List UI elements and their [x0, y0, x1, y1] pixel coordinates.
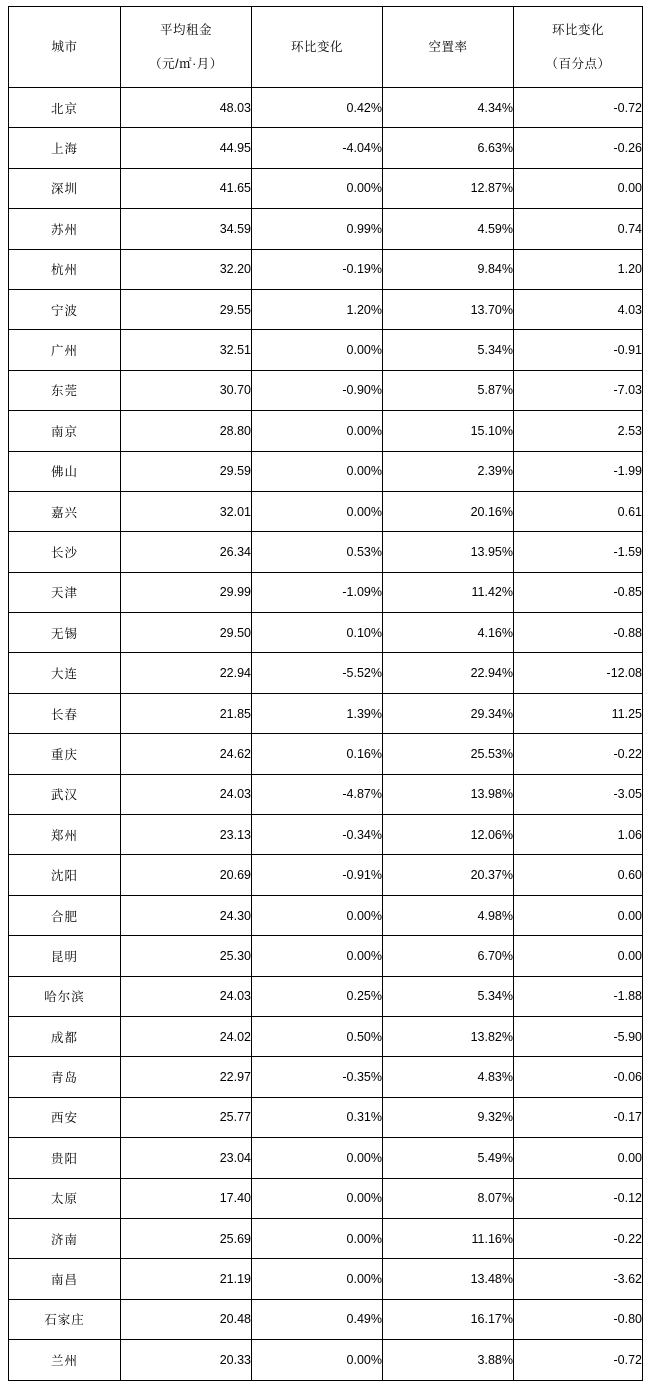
- cell-average-rent: 21.85: [121, 693, 252, 733]
- cell-vacancy-rate: 20.37%: [383, 855, 514, 895]
- cell-average-rent: 29.50: [121, 613, 252, 653]
- cell-rent-change: 0.49%: [252, 1299, 383, 1339]
- cell-rent-change: 1.20%: [252, 289, 383, 329]
- cell-average-rent: 22.94: [121, 653, 252, 693]
- cell-city: 重庆: [9, 734, 121, 774]
- cell-average-rent: 32.51: [121, 330, 252, 370]
- cell-vacancy-rate: 25.53%: [383, 734, 514, 774]
- cell-rent-change: 0.00%: [252, 895, 383, 935]
- cell-vacancy-change: 2.53: [514, 411, 643, 451]
- cell-vacancy-rate: 13.95%: [383, 532, 514, 572]
- cell-city: 郑州: [9, 815, 121, 855]
- cell-rent-change: 0.00%: [252, 168, 383, 208]
- cell-vacancy-change: 0.00: [514, 168, 643, 208]
- cell-average-rent: 24.03: [121, 774, 252, 814]
- cell-rent-change: -0.34%: [252, 815, 383, 855]
- cell-rent-change: -0.91%: [252, 855, 383, 895]
- cell-vacancy-change: -1.59: [514, 532, 643, 572]
- cell-vacancy-change: -12.08: [514, 653, 643, 693]
- cell-rent-change: 0.00%: [252, 1138, 383, 1178]
- cell-vacancy-change: 1.06: [514, 815, 643, 855]
- cell-rent-change: 0.25%: [252, 976, 383, 1016]
- table-row: [9, 330, 643, 370]
- cell-city: 南昌: [9, 1259, 121, 1299]
- cell-vacancy-change: -0.22: [514, 734, 643, 774]
- cell-vacancy-change: -0.26: [514, 128, 643, 168]
- cell-vacancy-rate: 12.87%: [383, 168, 514, 208]
- column-header-average-rent-label: 平均租金: [159, 23, 212, 37]
- cell-vacancy-rate: 11.42%: [383, 572, 514, 612]
- table-row: [9, 1299, 643, 1339]
- cell-average-rent: 23.13: [121, 815, 252, 855]
- cell-city: 广州: [9, 330, 121, 370]
- cell-vacancy-change: -0.85: [514, 572, 643, 612]
- cell-rent-change: 0.00%: [252, 1178, 383, 1218]
- cell-average-rent: 25.30: [121, 936, 252, 976]
- column-header-vacancy-rate: [383, 7, 514, 88]
- table-row: [9, 653, 643, 693]
- cell-vacancy-change: 0.00: [514, 895, 643, 935]
- table-row: [9, 976, 643, 1016]
- cell-city: 合肥: [9, 895, 121, 935]
- cell-city: 深圳: [9, 168, 121, 208]
- cell-vacancy-change: -3.62: [514, 1259, 643, 1299]
- cell-rent-change: -4.04%: [252, 128, 383, 168]
- table-row: [9, 451, 643, 491]
- cell-vacancy-rate: 2.39%: [383, 451, 514, 491]
- cell-average-rent: 23.04: [121, 1138, 252, 1178]
- column-header-average-rent-unit: （元/㎡·月）: [149, 57, 223, 71]
- table-row: [9, 1097, 643, 1137]
- table-row: [9, 209, 643, 249]
- table-header: [9, 7, 643, 88]
- cell-rent-change: -0.35%: [252, 1057, 383, 1097]
- cell-city: 上海: [9, 128, 121, 168]
- table-row: [9, 1138, 643, 1178]
- cell-vacancy-rate: 3.88%: [383, 1340, 514, 1380]
- cell-vacancy-change: -1.99: [514, 451, 643, 491]
- cell-city: 宁波: [9, 289, 121, 329]
- cell-vacancy-change: -7.03: [514, 370, 643, 410]
- cell-average-rent: 22.97: [121, 1057, 252, 1097]
- cell-rent-change: 0.00%: [252, 1259, 383, 1299]
- column-header-rent-change-label: 环比变化: [290, 40, 343, 54]
- cell-rent-change: 1.39%: [252, 693, 383, 733]
- cell-vacancy-rate: 16.17%: [383, 1299, 514, 1339]
- table-row: [9, 613, 643, 653]
- cell-average-rent: 32.20: [121, 249, 252, 289]
- table-row: [9, 491, 643, 531]
- table-row: [9, 1016, 643, 1056]
- cell-vacancy-rate: 22.94%: [383, 653, 514, 693]
- table-row: [9, 289, 643, 329]
- cell-average-rent: 26.34: [121, 532, 252, 572]
- cell-vacancy-rate: 20.16%: [383, 491, 514, 531]
- cell-rent-change: -0.19%: [252, 249, 383, 289]
- cell-average-rent: 28.80: [121, 411, 252, 451]
- cell-vacancy-change: 0.00: [514, 936, 643, 976]
- table-row: [9, 1340, 643, 1380]
- cell-city: 北京: [9, 88, 121, 128]
- cell-rent-change: 0.00%: [252, 936, 383, 976]
- cell-average-rent: 41.65: [121, 168, 252, 208]
- cell-rent-change: 0.50%: [252, 1016, 383, 1056]
- cell-average-rent: 24.03: [121, 976, 252, 1016]
- table-row: [9, 1259, 643, 1299]
- cell-city: 西安: [9, 1097, 121, 1137]
- column-header-vacancy-change-unit: （百分点）: [545, 57, 611, 71]
- cell-vacancy-rate: 11.16%: [383, 1218, 514, 1258]
- table-row: [9, 693, 643, 733]
- cell-vacancy-rate: 13.70%: [383, 289, 514, 329]
- table-row: [9, 895, 643, 935]
- cell-rent-change: 0.00%: [252, 411, 383, 451]
- column-header-vacancy-change-label: 环比变化: [551, 23, 604, 37]
- cell-vacancy-rate: 4.16%: [383, 613, 514, 653]
- table-row: [9, 370, 643, 410]
- table-body: [9, 88, 643, 1381]
- cell-vacancy-change: 1.20: [514, 249, 643, 289]
- cell-city: 贵阳: [9, 1138, 121, 1178]
- cell-rent-change: 0.31%: [252, 1097, 383, 1137]
- cell-rent-change: 0.00%: [252, 491, 383, 531]
- cell-average-rent: 24.30: [121, 895, 252, 935]
- cell-city: 杭州: [9, 249, 121, 289]
- table-row: [9, 815, 643, 855]
- cell-rent-change: 0.00%: [252, 1218, 383, 1258]
- cell-average-rent: 44.95: [121, 128, 252, 168]
- cell-average-rent: 30.70: [121, 370, 252, 410]
- cell-vacancy-rate: 5.34%: [383, 330, 514, 370]
- cell-rent-change: -4.87%: [252, 774, 383, 814]
- cell-vacancy-change: -0.17: [514, 1097, 643, 1137]
- column-header-vacancy-rate-label: 空置率: [428, 40, 468, 54]
- cell-vacancy-rate: 13.82%: [383, 1016, 514, 1056]
- table-row: [9, 249, 643, 289]
- table-row: [9, 168, 643, 208]
- cell-city: 南京: [9, 411, 121, 451]
- cell-vacancy-rate: 5.87%: [383, 370, 514, 410]
- cell-rent-change: -0.90%: [252, 370, 383, 410]
- cell-vacancy-change: -0.12: [514, 1178, 643, 1218]
- cell-city: 东莞: [9, 370, 121, 410]
- cell-city: 沈阳: [9, 855, 121, 895]
- cell-vacancy-rate: 13.98%: [383, 774, 514, 814]
- cell-vacancy-rate: 13.48%: [383, 1259, 514, 1299]
- table-row: [9, 936, 643, 976]
- cell-vacancy-rate: 4.34%: [383, 88, 514, 128]
- cell-average-rent: 29.59: [121, 451, 252, 491]
- table-row: [9, 774, 643, 814]
- cell-rent-change: -5.52%: [252, 653, 383, 693]
- cell-city: 无锡: [9, 613, 121, 653]
- cell-city: 济南: [9, 1218, 121, 1258]
- cell-vacancy-change: -0.06: [514, 1057, 643, 1097]
- cell-average-rent: 24.02: [121, 1016, 252, 1056]
- cell-vacancy-change: 0.74: [514, 209, 643, 249]
- cell-vacancy-change: -0.88: [514, 613, 643, 653]
- cell-vacancy-rate: 4.98%: [383, 895, 514, 935]
- cell-vacancy-change: -0.22: [514, 1218, 643, 1258]
- table-row: [9, 1178, 643, 1218]
- cell-city: 大连: [9, 653, 121, 693]
- table-row: [9, 532, 643, 572]
- column-header-vacancy-change: [514, 7, 643, 88]
- cell-average-rent: 17.40: [121, 1178, 252, 1218]
- cell-city: 佛山: [9, 451, 121, 491]
- cell-city: 长沙: [9, 532, 121, 572]
- cell-city: 苏州: [9, 209, 121, 249]
- cell-city: 长春: [9, 693, 121, 733]
- cell-city: 武汉: [9, 774, 121, 814]
- column-header-city: [9, 7, 121, 88]
- cell-vacancy-change: -5.90: [514, 1016, 643, 1056]
- cell-average-rent: 20.48: [121, 1299, 252, 1339]
- cell-vacancy-rate: 5.34%: [383, 976, 514, 1016]
- cell-vacancy-rate: 9.32%: [383, 1097, 514, 1137]
- cell-vacancy-rate: 6.63%: [383, 128, 514, 168]
- cell-city: 天津: [9, 572, 121, 612]
- cell-rent-change: 0.53%: [252, 532, 383, 572]
- cell-rent-change: 0.00%: [252, 451, 383, 491]
- column-header-city-label: 城市: [51, 40, 78, 54]
- cell-city: 嘉兴: [9, 491, 121, 531]
- cell-rent-change: 0.16%: [252, 734, 383, 774]
- cell-rent-change: 0.99%: [252, 209, 383, 249]
- cell-vacancy-change: -0.80: [514, 1299, 643, 1339]
- cell-vacancy-rate: 6.70%: [383, 936, 514, 976]
- table-row: [9, 1218, 643, 1258]
- cell-vacancy-rate: 12.06%: [383, 815, 514, 855]
- cell-vacancy-change: -0.72: [514, 1340, 643, 1380]
- cell-average-rent: 29.55: [121, 289, 252, 329]
- cell-average-rent: 21.19: [121, 1259, 252, 1299]
- city-rent-vacancy-table: [8, 6, 643, 1381]
- cell-city: 青岛: [9, 1057, 121, 1097]
- cell-rent-change: -1.09%: [252, 572, 383, 612]
- table-row: [9, 734, 643, 774]
- cell-vacancy-change: -0.72: [514, 88, 643, 128]
- cell-rent-change: 0.00%: [252, 330, 383, 370]
- cell-city: 石家庄: [9, 1299, 121, 1339]
- table-row: [9, 88, 643, 128]
- cell-vacancy-rate: 29.34%: [383, 693, 514, 733]
- cell-vacancy-change: -1.88: [514, 976, 643, 1016]
- table-row: [9, 572, 643, 612]
- cell-vacancy-rate: 4.83%: [383, 1057, 514, 1097]
- cell-vacancy-rate: 9.84%: [383, 249, 514, 289]
- cell-vacancy-change: -3.05: [514, 774, 643, 814]
- cell-average-rent: 20.69: [121, 855, 252, 895]
- cell-average-rent: 29.99: [121, 572, 252, 612]
- column-header-average-rent: [121, 7, 252, 88]
- cell-average-rent: 20.33: [121, 1340, 252, 1380]
- cell-vacancy-change: 0.00: [514, 1138, 643, 1178]
- cell-vacancy-rate: 5.49%: [383, 1138, 514, 1178]
- cell-vacancy-change: -0.91: [514, 330, 643, 370]
- cell-rent-change: 0.42%: [252, 88, 383, 128]
- cell-city: 成都: [9, 1016, 121, 1056]
- cell-average-rent: 32.01: [121, 491, 252, 531]
- cell-city: 昆明: [9, 936, 121, 976]
- cell-average-rent: 24.62: [121, 734, 252, 774]
- cell-vacancy-rate: 4.59%: [383, 209, 514, 249]
- table-row: [9, 855, 643, 895]
- table-row: [9, 1057, 643, 1097]
- cell-vacancy-change: 0.60: [514, 855, 643, 895]
- cell-city: 哈尔滨: [9, 976, 121, 1016]
- cell-rent-change: 0.00%: [252, 1340, 383, 1380]
- cell-average-rent: 34.59: [121, 209, 252, 249]
- column-header-rent-change: [252, 7, 383, 88]
- table-header-row: [9, 7, 643, 88]
- cell-average-rent: 25.77: [121, 1097, 252, 1137]
- cell-vacancy-rate: 8.07%: [383, 1178, 514, 1218]
- cell-vacancy-rate: 15.10%: [383, 411, 514, 451]
- cell-rent-change: 0.10%: [252, 613, 383, 653]
- cell-vacancy-change: 11.25: [514, 693, 643, 733]
- cell-vacancy-change: 0.61: [514, 491, 643, 531]
- table-row: [9, 411, 643, 451]
- cell-city: 兰州: [9, 1340, 121, 1380]
- table-row: [9, 128, 643, 168]
- cell-vacancy-change: 4.03: [514, 289, 643, 329]
- cell-city: 太原: [9, 1178, 121, 1218]
- cell-average-rent: 25.69: [121, 1218, 252, 1258]
- cell-average-rent: 48.03: [121, 88, 252, 128]
